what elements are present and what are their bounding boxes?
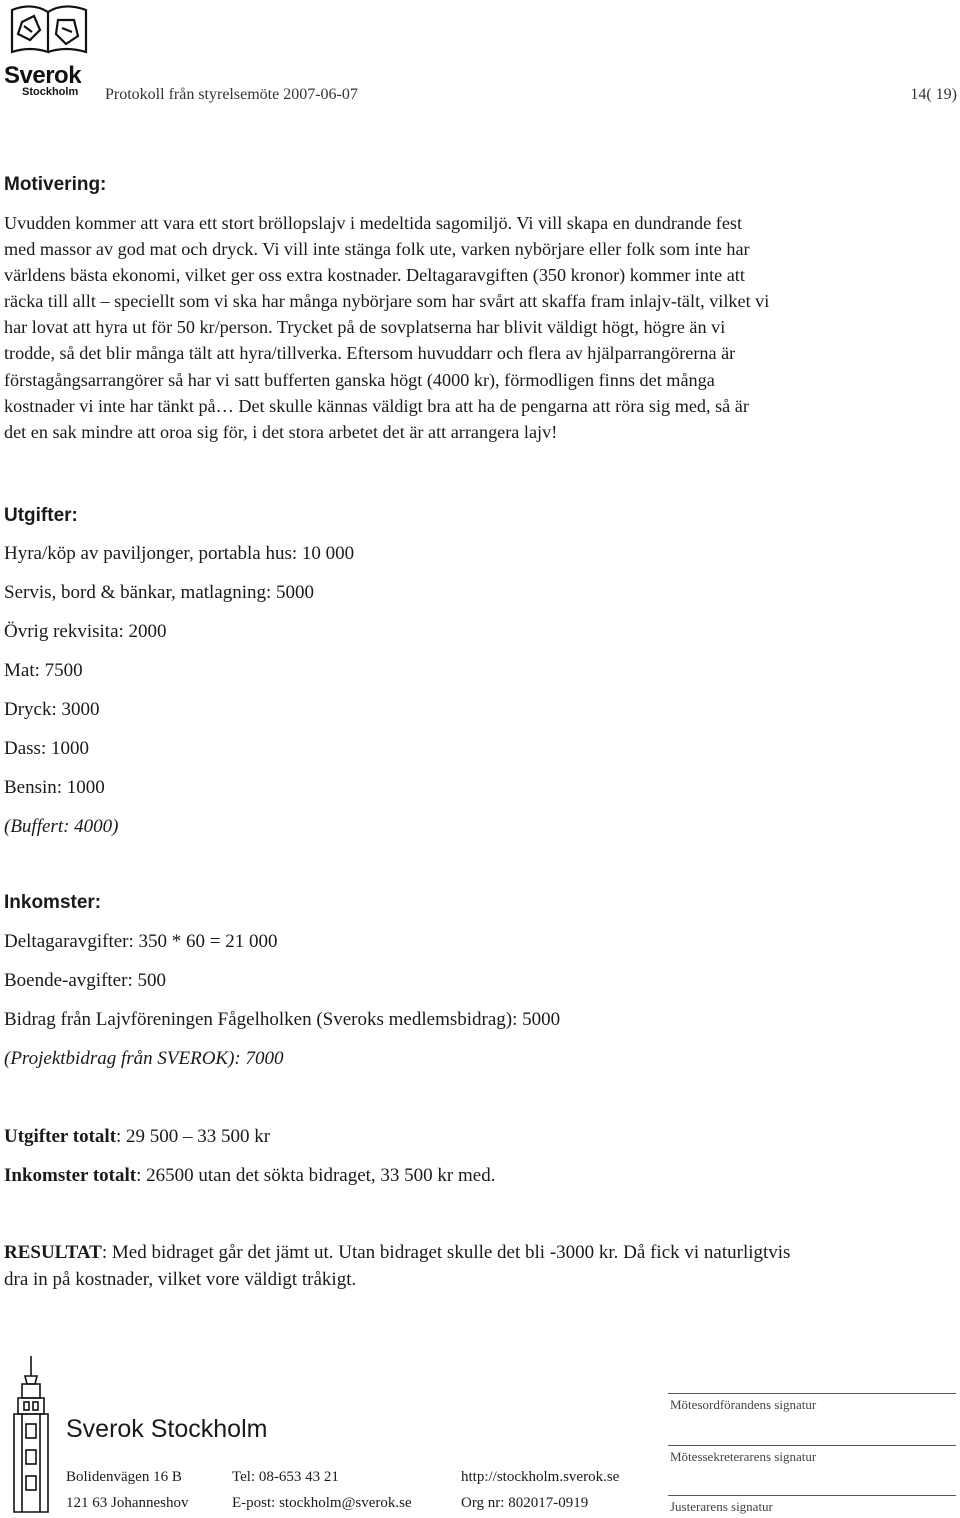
document-title: Protokoll från styrelsemöte 2007-06-07 <box>105 86 358 103</box>
footer-email: E-post: stockholm@sverok.se <box>232 1495 412 1511</box>
motivering-line: räcka till allt – speciellt som vi ska har många nybörjare som har svårt att skaffa fram inlajv-tält, vilket vi <box>4 291 770 312</box>
page-number: 14( 19) <box>910 86 957 103</box>
signature-line <box>668 1393 956 1394</box>
motivering-line: med massor av god mat och dryck. Vi vill inte stänga folk ute, varken nybörjare eller folk som inte har <box>4 239 750 260</box>
income-total-label: Inkomster totalt <box>4 1165 137 1186</box>
motivering-line: kostnader vi inte har tänkt på… Det skulle kännas väldigt bra att ha de pengarna att röra sig med, så är <box>4 395 749 416</box>
motivering-paragraph <box>4 210 960 445</box>
expense-item: Mat: 7500 <box>4 660 83 681</box>
logo-subtitle: Stockholm <box>22 86 79 98</box>
motivering-line: det en sak mindre att oroa sig för, i det stora arbetet det är att arrangera lajv! <box>4 421 558 442</box>
income-item: Boende-avgifter: 500 <box>4 970 166 991</box>
signature-label-secretary: Mötessekreterarens signatur <box>670 1449 817 1464</box>
signature-line <box>668 1445 956 1446</box>
income-total <box>4 1165 495 1187</box>
signature-label-adjuster: Justerarens signatur <box>670 1499 773 1514</box>
income-total-value: : 26500 utan det sökta bidraget, 33 500 kr med. <box>136 1165 496 1186</box>
resultat-line-2: dra in på kostnader, vilket vore väldigt tråkigt. <box>4 1269 357 1290</box>
footer-web: http://stockholm.sverok.se <box>461 1469 620 1485</box>
resultat-line <box>4 1242 790 1264</box>
income-item: Deltagaravgifter: 350 * 60 = 21 000 <box>4 931 278 952</box>
motivering-line: har lovat att hyra ut för 50 kr/person. Trycket på de sovplatserna har blivit väldigt högt, högre än vi <box>4 317 726 338</box>
inkomster-heading: Inkomster: <box>4 892 102 913</box>
expenses-total <box>4 1126 270 1148</box>
motivering-line: förstagångsarrangörer så har vi satt bufferten ganska högt (4000 kr), förmodligen finns det många <box>4 369 715 390</box>
utgifter-heading: Utgifter: <box>4 505 78 526</box>
expense-item: Bensin: 1000 <box>4 777 105 798</box>
footer-postal: 121 63 Johanneshov <box>66 1495 189 1511</box>
expense-item: Dryck: 3000 <box>4 699 100 720</box>
footer-brand: Sverok Stockholm <box>66 1415 268 1443</box>
motivering-heading: Motivering: <box>4 174 107 195</box>
expenses-total-value: : 29 500 – 33 500 kr <box>116 1126 271 1147</box>
footer-address: Bolidenvägen 16 B <box>66 1469 182 1485</box>
motivering-line: världens bästa ekonomi, vilket ger oss extra kostnader. Deltagaravgiften (350 kronor) kommer inte att <box>4 265 745 286</box>
city-hall-tower-icon <box>8 1354 54 1514</box>
expenses-total-label: Utgifter totalt <box>4 1126 117 1147</box>
motivering-line: trodde, så det blir många tält att hyra/tillverka. Eftersom huvuddarr och flera av hjälparrangörerna är <box>4 343 736 364</box>
resultat-label: RESULTAT <box>4 1242 102 1263</box>
expense-item: Hyra/köp av paviljonger, portabla hus: 10 000 <box>4 543 355 564</box>
expense-item: Dass: 1000 <box>4 738 89 759</box>
signature-label-chair: Mötesordförandens signatur <box>670 1397 817 1412</box>
expense-item: Övrig rekvisita: 2000 <box>4 621 167 642</box>
footer-phone: Tel: 08-653 43 21 <box>232 1469 339 1485</box>
signature-line <box>668 1495 956 1496</box>
motivering-line: Uvudden kommer att vara ett stort bröllopslajv i medeltida sagomiljö. Vi vill skapa en dundrande fest <box>4 213 743 233</box>
footer-org-number: Org nr: 802017-0919 <box>461 1495 589 1511</box>
logo-wordmark: Sverok <box>4 62 82 89</box>
resultat-text: : Med bidraget går det jämt ut. Utan bidraget skulle det bli -3000 kr. Då fick vi naturligtvis <box>101 1242 791 1263</box>
projektbidrag-item: (Projektbidrag från SVEROK): 7000 <box>4 1048 284 1069</box>
expense-item: Servis, bord & bänkar, matlagning: 5000 <box>4 582 315 603</box>
income-item: Bidrag från Lajvföreningen Fågelholken (Sveroks medlemsbidrag): 5000 <box>4 1009 561 1030</box>
buffer-item: (Buffert: 4000) <box>4 816 119 837</box>
